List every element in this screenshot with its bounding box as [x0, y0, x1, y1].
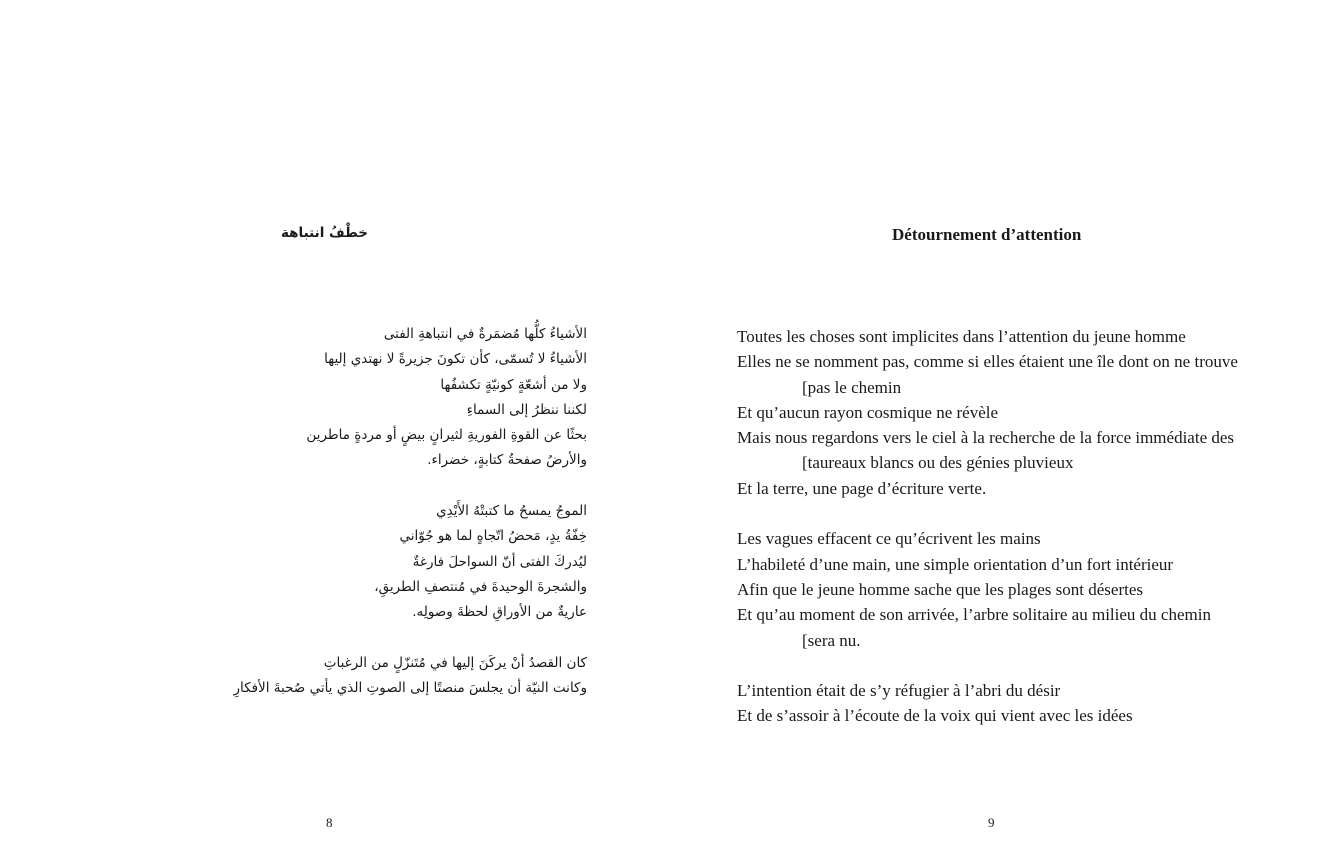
stanza-french-1: [737, 324, 1238, 501]
verse-line-continuation: [sera nu.: [802, 630, 861, 650]
stanza-french-2: [737, 526, 1238, 652]
poem-body-arabic: [234, 322, 588, 701]
stanza-break: [234, 474, 588, 499]
verse-line-continuation: [pas le chemin: [802, 377, 902, 397]
verse-line: Elles ne se nomment pas, comme si elles étaient une île dont on ne trouve: [737, 352, 1238, 372]
stanza-break: [737, 501, 1238, 526]
verse-line: Et qu’au moment de son arrivée, l’arbre solitaire au milieu du chemin: [737, 605, 1211, 625]
page-number-right: 9: [988, 815, 995, 830]
verse-line: Et qu’aucun rayon cosmique ne révèle: [737, 402, 999, 422]
verse-line: Toutes les choses sont implicites dans l’attention du jeune homme: [737, 327, 1186, 346]
verse-line: خِفّةُ يدٍ، مَحضُ اتّجاهٍ لما هو جُوّاني: [399, 528, 587, 545]
verse-line: وكانت النيّة أن يجلسَ منصتًا إلى الصوتِ الذي يأتي صُحبةَ الأفكارِ: [233, 680, 587, 697]
verse-line: Les vagues effacent ce qu’écrivent les mains: [737, 529, 1041, 549]
verse-line: ولا من أشعّةٍ كونيّةٍ تكشفُها: [440, 376, 587, 393]
verse-line: عاريةٌ من الأوراقِ لحظةَ وصولِه.: [412, 604, 587, 621]
verse-line: والأرضُ صفحةُ كتابةٍ، خضراء.: [427, 452, 587, 469]
poem-title-arabic: خطْفُ انتباهة: [281, 225, 368, 241]
verse-line: كان القصدُ أنْ يركَنَ إليها في مُتَنزّلٍ من الرغباتِ: [323, 654, 587, 671]
poem-body-french: [737, 324, 1238, 729]
stanza-arabic-2: [234, 499, 588, 625]
verse-line: الأشياءُ كلُّها مُضمَرةٌ في انتباهةِ الفتى: [383, 326, 587, 342]
poem-title-french: Détournement d’attention: [892, 225, 1082, 244]
verse-line: Afin que le jeune homme sache que les plages sont désertes: [737, 579, 1143, 599]
stanza-arabic-3: [234, 651, 588, 702]
verse-line: Et la terre, une page d’écriture verte.: [737, 478, 987, 498]
verse-line: Mais nous regardons vers le ciel à la recherche de la force immédiate des: [737, 428, 1235, 448]
stanza-french-3: [737, 678, 1238, 729]
verse-line: والشجرةَ الوحيدةَ في مُنتصفِ الطريقِ،: [374, 578, 587, 595]
verse-line: بحثًا عن القوةِ الفوريةِ لثيرانٍ بيضٍ أو مردةٍ ماطرين: [306, 427, 587, 444]
stanza-break: [234, 626, 588, 651]
page-number-left: 8: [326, 815, 333, 830]
verse-line: L’habileté d’une main, une simple orientation d’un fort intérieur: [737, 554, 1174, 574]
verse-line: الموجُ يمسحُ ما كتبتْهُ الأَيْدِي: [436, 503, 587, 520]
verse-line-continuation: [taureaux blancs ou des génies pluvieux: [802, 453, 1074, 473]
stanza-break: [737, 653, 1238, 678]
verse-line: Et de s’assoir à l’écoute de la voix qui vient avec les idées: [737, 706, 1133, 726]
verse-line: لكننا ننظرُ إلى السماءِ: [466, 401, 587, 418]
verse-line: ليُدركَ الفتى أنّ السواحلَ فارغةٌ: [412, 553, 587, 570]
verse-line: الأشياءُ لا تُسمّى، كأن تكونَ جزيرةً لا نهتدي إليها: [324, 351, 587, 368]
stanza-arabic-1: [234, 322, 588, 474]
verse-line: L’intention était de s’y réfugier à l’abri du désir: [737, 681, 1061, 701]
right-page-french: [661, 0, 1322, 865]
